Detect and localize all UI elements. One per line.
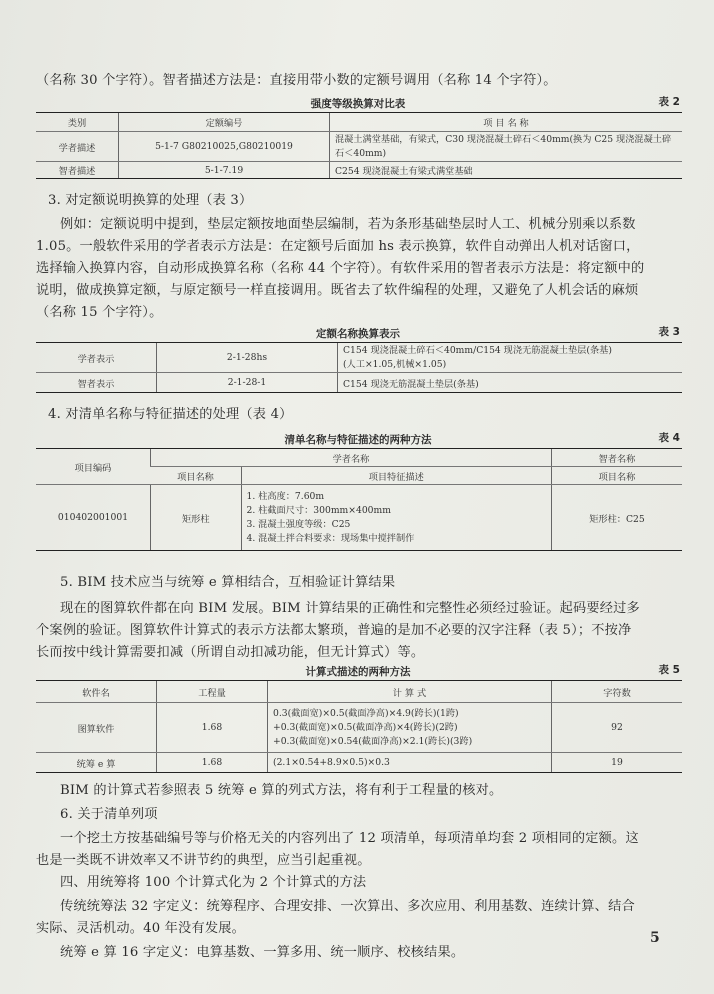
table-cell: 1.68 <box>157 703 268 753</box>
table-cell-line: +0.3(截面宽)×0.54(截面净高)×2.1(跨长)(3跨) <box>273 735 473 747</box>
intro-paragraph: （名称 30 个字符）。智者描述方法是：直接用带小数的定额号调用（名称 14 个字符）。 <box>36 73 557 88</box>
paragraph-line: 实际、灵活机动。40 年没有发展。 <box>36 921 245 936</box>
table-cell: 混凝土满堂基础，有梁式，C30 现浇混凝土碎石＜40mm(换为 C25 现浇混凝土碎石＜40mm) <box>330 132 683 162</box>
table-cell: 学者表示 <box>36 343 157 373</box>
table-cell <box>268 703 552 753</box>
table2 <box>36 112 682 179</box>
table4-header-cell: 项目名称 <box>552 467 683 485</box>
table-row <box>36 343 682 373</box>
table3-caption: 定额名称换算表示 <box>316 328 400 340</box>
table2-header-cell: 类别 <box>36 113 119 132</box>
paragraph-line: 现在的图算软件都在向 BIM 发展。BIM 计算结果的正确性和完整性必须经过验证。起码要经过多 <box>60 601 640 616</box>
table5-header-cell: 工程量 <box>157 681 268 703</box>
table4-header-cell: 学者名称 <box>151 449 552 467</box>
table2-caption: 强度等级换算对比表 <box>310 98 406 110</box>
table-cell: 2-1-28-1 <box>157 373 338 393</box>
table3 <box>36 342 682 393</box>
table4 <box>36 448 682 551</box>
table-row <box>36 703 682 753</box>
table-cell: 5-1-7.19 <box>119 162 330 179</box>
table5 <box>36 680 682 773</box>
table-row <box>36 162 682 179</box>
table-row <box>36 485 682 551</box>
table-row <box>36 753 682 773</box>
table5-caption: 计算式描述的两种方法 <box>305 666 411 678</box>
table-cell: 统筹 e 算 <box>36 753 157 773</box>
table5-number: 表 5 <box>658 664 680 676</box>
table-cell: 矩形柱 <box>151 485 242 551</box>
table-cell-line: +0.3(截面宽)×0.5(截面净高)×4(跨长)(2跨) <box>273 721 458 733</box>
paragraph-line: 长而按中线计算需要扣减（所谓自动扣减功能，但无计算式）等。 <box>36 645 425 660</box>
table4-header-cell: 智者名称 <box>552 449 683 467</box>
paragraph-line: 选择输入换算内容，自动形成换算名称（名称 44 个字符）。有软件采用的智者表示方法是：将定额中的 <box>36 261 645 276</box>
paragraph-line: 一个挖土方按基础编号等与价格无关的内容列出了 12 项清单，每项清单均套 2 项相同的定额。这 <box>60 831 639 846</box>
paragraph-line: 也是一类既不讲效率又不讲节约的典型，应当引起重视。 <box>36 853 371 868</box>
table-cell-line: 4. 混凝土拌合料要求：现场集中搅拌制作 <box>246 532 415 544</box>
section3-heading: 3. 对定额说明换算的处理（表 3） <box>48 193 253 208</box>
table5-header-cell: 软件名 <box>36 681 157 703</box>
table-row <box>36 373 682 393</box>
paragraph-line: 1.05。一般软件采用的学者表示方法是：在定额号后面加 hs 表示换算，软件自动弹出人机对话窗口， <box>36 239 640 254</box>
table-cell-line: 2. 柱截面尺寸：300mm×400mm <box>246 504 391 516</box>
table4-caption: 清单名称与特征描述的两种方法 <box>284 434 432 446</box>
table4-header-cell: 项目编码 <box>36 449 151 485</box>
table-cell-line: C154 现浇混凝土碎石＜40mm/C154 现浇无筋混凝土垫层(条基) <box>343 344 612 356</box>
table2-header-cell: 项 目 名 称 <box>330 113 683 132</box>
paragraph-line: 传统统筹法 32 字定义：统筹程序、合理安排、一次算出、多次应用、利用基数、连续计算、结合 <box>60 899 635 914</box>
table2-number: 表 2 <box>658 96 680 108</box>
table5-header-cell: 字符数 <box>552 681 683 703</box>
section-heading: 四、用统筹将 100 个计算式化为 2 个计算式的方法 <box>60 875 367 890</box>
table5-header-cell: 计 算 式 <box>268 681 552 703</box>
table-cell: 010402001001 <box>36 485 151 551</box>
table-row <box>36 132 682 162</box>
table-cell: 智者表示 <box>36 373 157 393</box>
table4-header-cell: 项目特征描述 <box>241 467 552 485</box>
page-number: 5 <box>650 930 660 946</box>
table-cell-line: (人工×1.05,机械×1.05) <box>343 358 447 370</box>
table-cell-line: 1. 柱高度：7.60m <box>246 490 325 502</box>
table-cell: 图算软件 <box>36 703 157 753</box>
table4-number: 表 4 <box>658 432 680 444</box>
table-cell: C154 现浇无筋混凝土垫层(条基) <box>338 373 683 393</box>
section4-heading: 4. 对清单名称与特征描述的处理（表 4） <box>48 407 293 422</box>
table-cell <box>338 343 683 373</box>
table2-header-cell: 定额编号 <box>119 113 330 132</box>
section6-heading: 6. 关于清单列项 <box>60 807 158 822</box>
table4-header-cell: 项目名称 <box>151 467 242 485</box>
table-cell: (2.1×0.54+8.9×0.5)×0.3 <box>268 753 552 773</box>
table-cell <box>241 485 552 551</box>
table-cell: 5-1-7 G80210025,G80210019 <box>119 132 330 162</box>
section5-heading: 5. BIM 技术应当与统筹 e 算相结合，互相验证计算结果 <box>60 575 396 590</box>
paragraph-line: 说明，做成换算定额，与原定额号一样直接调用。既省去了软件编程的处理，又避免了人机会话的麻烦 <box>36 283 639 298</box>
table-cell: 2-1-28hs <box>157 343 338 373</box>
table-cell: 1.68 <box>157 753 268 773</box>
table-cell: 矩形柱：C25 <box>552 485 683 551</box>
table-cell: 92 <box>552 703 683 753</box>
paragraph-line: 个案例的验证。图算软件计算式的表示方法都太繁琐，普遍的是加不必要的汉字注释（表 5）；不按净 <box>36 623 632 638</box>
paragraph-line: 例如：定额说明中提到，垫层定额按地面垫层编制，若为条形基础垫层时人工、机械分别乘以系数 <box>60 217 636 232</box>
table-cell: C254 现浇混凝土有梁式满堂基础 <box>330 162 683 179</box>
paragraph-line: （名称 15 个字符）。 <box>36 305 163 320</box>
paragraph-line: BIM 的计算式若参照表 5 统筹 e 算的列式方法，将有利于工程量的核对。 <box>60 783 503 798</box>
table-cell: 学者描述 <box>36 132 119 162</box>
paragraph-line: 统筹 e 算 16 字定义：电算基数、一算多用、统一顺序、校核结果。 <box>60 945 465 960</box>
table3-number: 表 3 <box>658 326 680 338</box>
table-cell: 智者描述 <box>36 162 119 179</box>
table-cell-line: 0.3(截面宽)×0.5(截面净高)×4.9(跨长)(1跨) <box>273 707 459 719</box>
table-cell-line: 3. 混凝土强度等级：C25 <box>246 518 351 530</box>
table-cell: 19 <box>552 753 683 773</box>
